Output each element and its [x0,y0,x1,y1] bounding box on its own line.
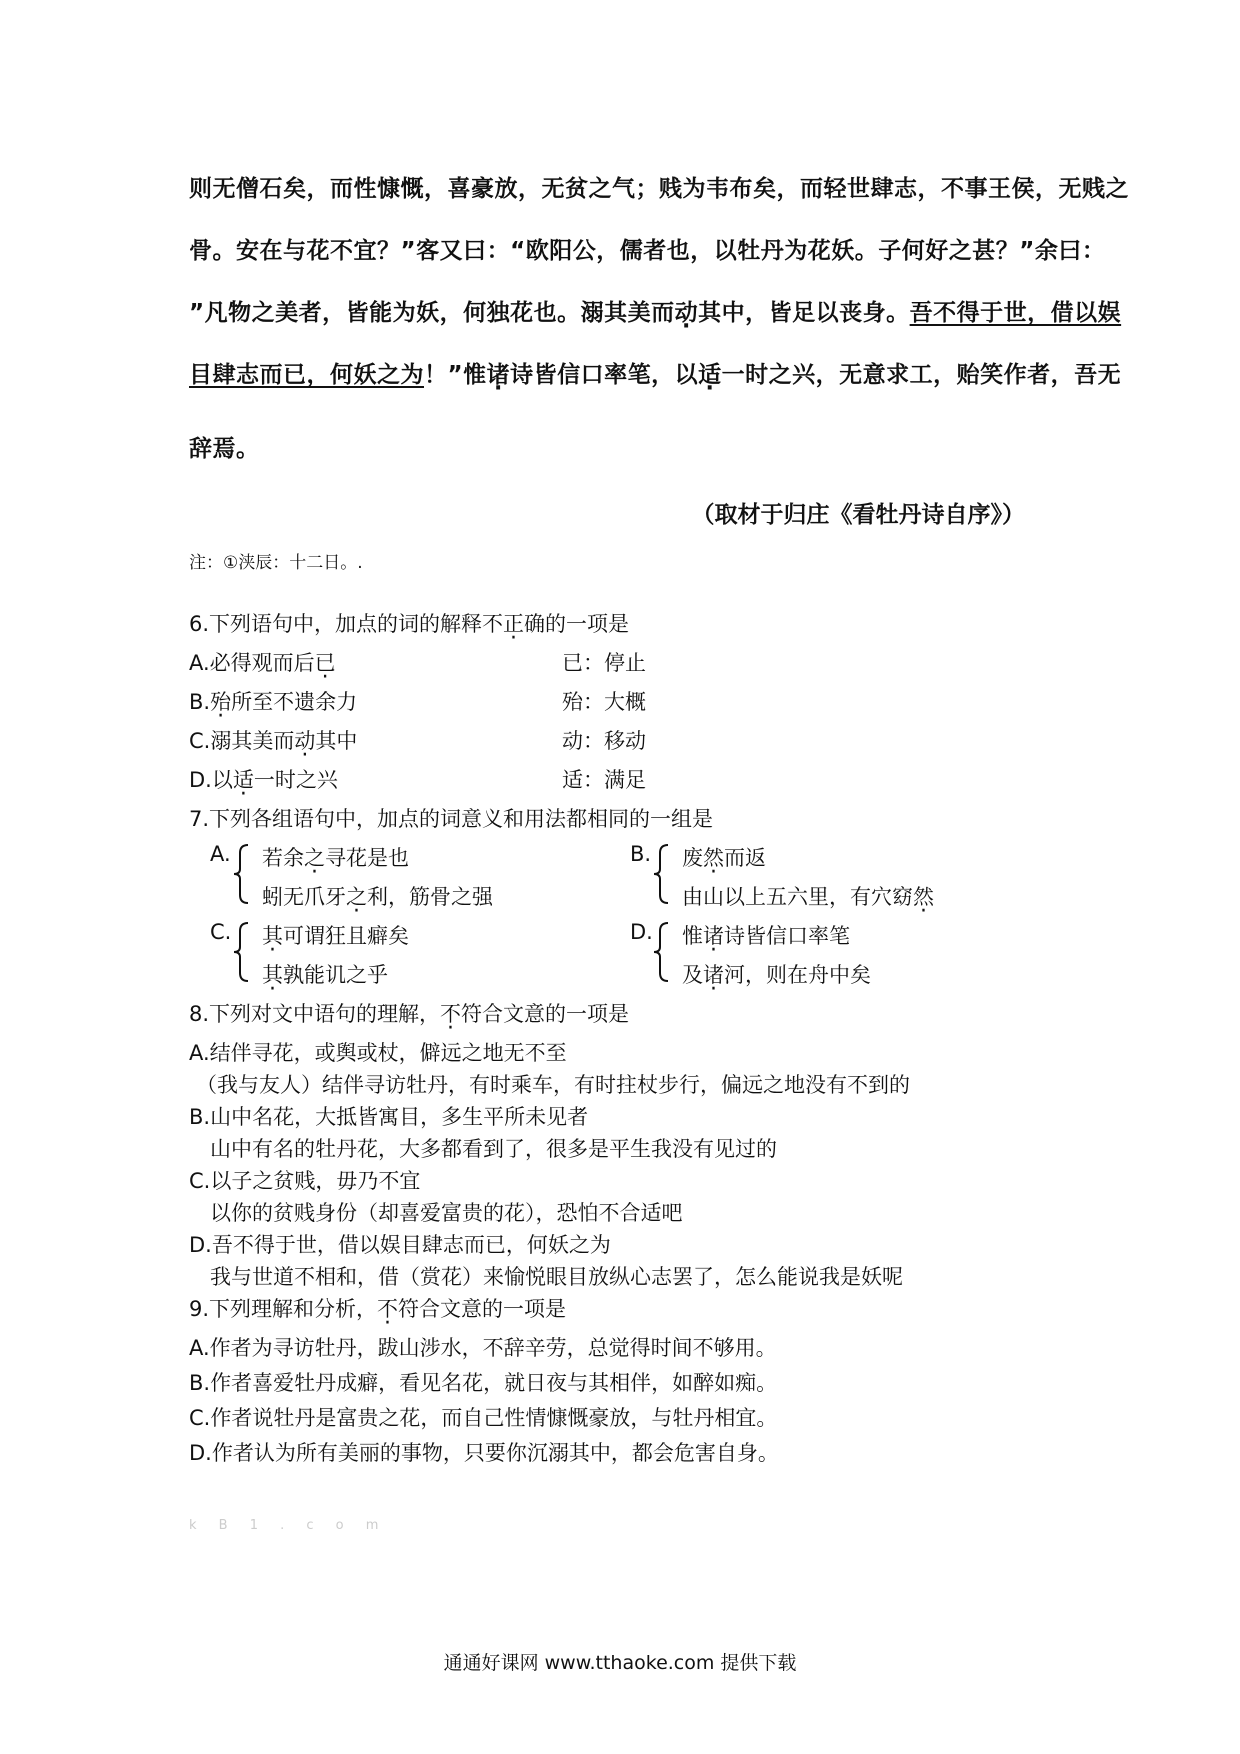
q6-stem: 6.下列语句中，加点的词的解释不正确的一项是 [189,612,630,636]
q7-c-row-1: 其可谓狂且癖矣 [262,924,409,948]
q7-stem: 7.下列各组语句中，加点的词意义和用法都相同的一组是 [189,807,714,831]
q7-b-row-2: 由山以上五六里，有穴窈然 [682,885,934,909]
q9-option-c: C.作者说牡丹是富贵之花，而自己性情慷慨豪放，与牡丹相宜。 [189,1406,778,1430]
source-citation: （取材于归庄《看牡丹诗自序》） [691,502,1025,528]
q6-option-a: A.必得观而后已 [189,651,336,675]
q7-d-label: D. [630,920,653,944]
q8-option-c: C.以子之贫贱，毋乃不宜 [189,1169,421,1193]
q8-option-b: B.山中名花，大抵皆寓目，多生平所未见者 [189,1105,589,1129]
q6-option-a-explanation: 已：停止 [562,651,646,675]
q8-stem: 8.下列对文中语句的理解，不符合文意的一项是 [189,1002,630,1026]
q7-a-label: A. [210,842,231,866]
q7-b-brace [652,843,662,905]
q8-option-a-translation: （我与友人）结伴寻访牡丹，有时乘车，有时拄杖步行，偏远之地没有不到的 [196,1073,910,1097]
q8-option-c-translation: 以你的贫贱身份（却喜爱富贵的花），恐怕不合适吧 [210,1201,683,1225]
q8-option-a: A.结伴寻花，或舆或杖，僻远之地无不至 [189,1041,567,1065]
q9-stem: 9.下列理解和分析，不符合文意的一项是 [189,1297,567,1321]
q8-option-d-translation: 我与世道不相和，借（赏花）来愉悦眼目放纵心志罢了，怎么能说我是妖呢 [210,1265,903,1289]
passage-line-1: 则无僧石矣，而性慷慨，喜豪放，无贫之气；贱为韦布矣，而轻世肆志，不事王侯，无贱之 [189,176,1129,202]
watermark-text: k B 1 . c o m [189,1518,388,1533]
passage-line-5: 辞焉。 [189,436,260,462]
footnote: 注：①浃辰：十二日。. [189,553,363,573]
q6-option-c-explanation: 动：移动 [562,729,646,753]
q7-c-label: C. [210,920,232,944]
q7-a-row-1: 若余之寻花是也 [262,846,409,870]
q6-option-d-explanation: 适：满足 [562,768,646,792]
q7-b-label: B. [630,842,652,866]
q8-option-d: D.吾不得于世，借以娱目肆志而已，何妖之为 [189,1233,611,1257]
q7-a-brace [232,843,242,905]
q7-d-brace [652,921,662,983]
q7-b-row-1: 废然而返 [682,846,766,870]
passage-line-4: 目肆志而已，何妖之为！”惟诸诗皆信口率笔，以适一时之兴，无意求工，贻笑作者，吾无 [189,362,1122,388]
footer-credit: 通通好课网 www.tthaoke.com 提供下载 [443,1652,797,1674]
passage-line-3: ”凡物之美者，皆能为妖，何独花也。溺其美而动其中，皆足以丧身。吾不得于世，借以娱 [189,300,1122,326]
passage-line-2: 骨。安在与花不宜？”客又曰：“欧阳公，儒者也，以牡丹为花妖。子何好之甚？”余曰： [189,238,1106,264]
q7-a-row-2: 蚓无爪牙之利，筋骨之强 [262,885,493,909]
q6-option-b: B.殆所至不遗余力 [189,690,358,714]
q9-option-a: A.作者为寻访牡丹，跋山涉水，不辞辛劳，总觉得时间不够用。 [189,1336,777,1360]
q7-c-row-2: 其孰能讥之乎 [262,963,388,987]
q9-option-b: B.作者喜爱牡丹成癖，看见名花，就日夜与其相伴，如醉如痴。 [189,1371,778,1395]
q7-c-brace [232,921,242,983]
q8-option-b-translation: 山中有名的牡丹花，大多都看到了，很多是平生我没有见过的 [210,1137,777,1161]
q7-d-row-2: 及诸河，则在舟中矣 [682,963,871,987]
q7-d-row-1: 惟诸诗皆信口率笔 [682,924,850,948]
q6-option-c: C.溺其美而动其中 [189,729,358,753]
q6-option-b-explanation: 殆：大概 [562,690,646,714]
q9-option-d: D.作者认为所有美丽的事物，只要你沉溺其中，都会危害自身。 [189,1441,779,1465]
q6-option-d: D.以适一时之兴 [189,768,338,792]
